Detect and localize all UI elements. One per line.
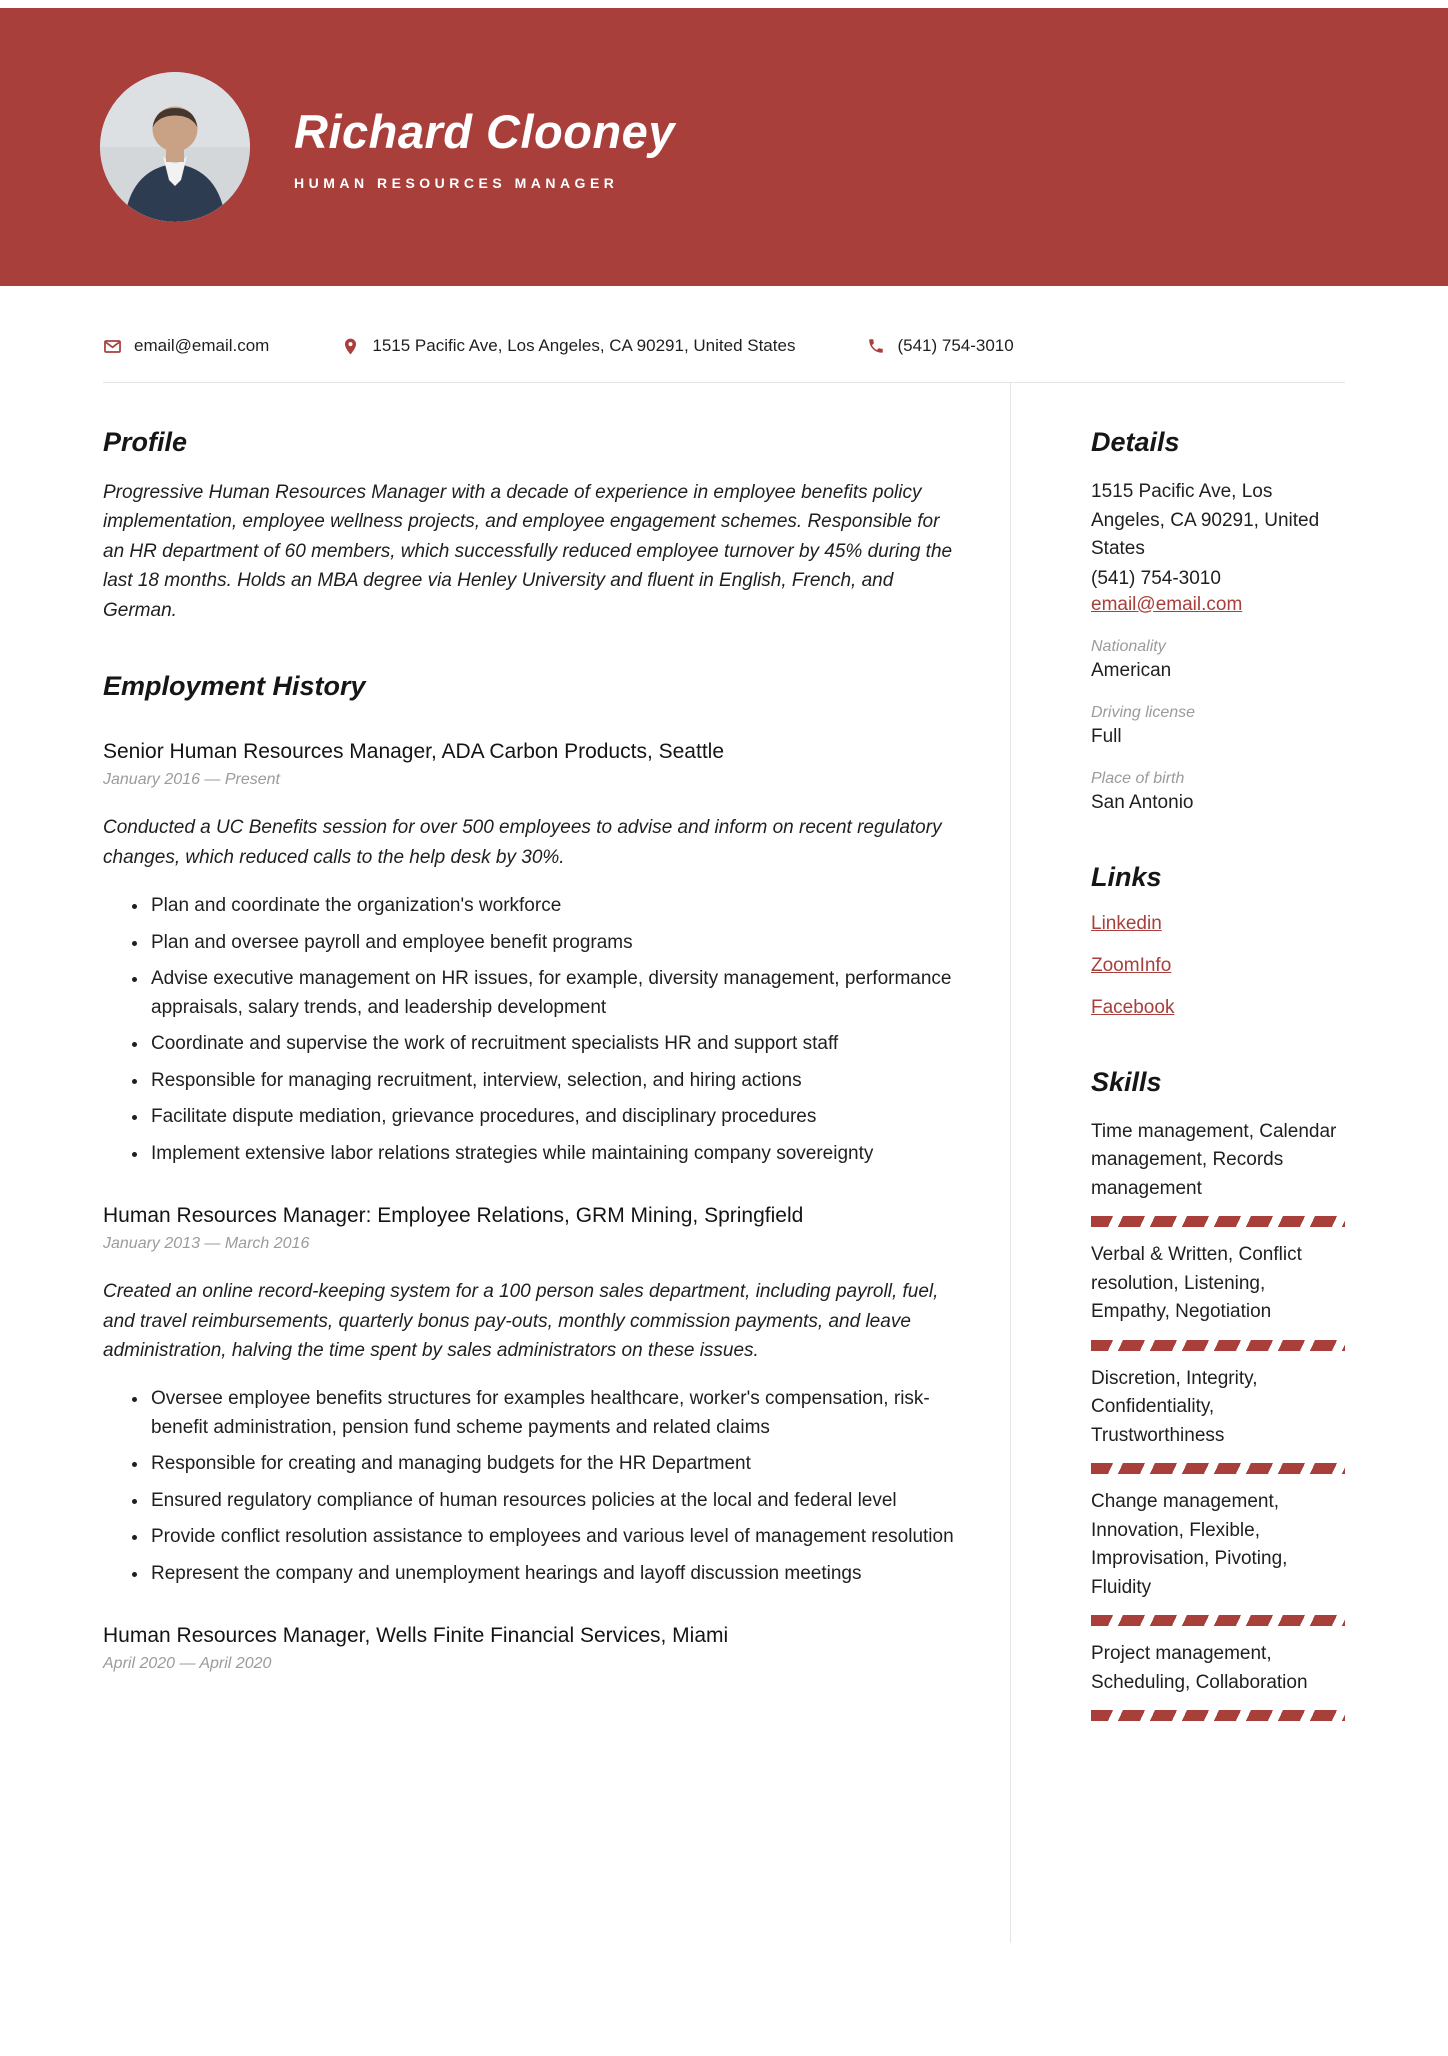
job-bullet: • Responsible for managing recruitment, interview, selection, and hiring actions bbox=[149, 1067, 955, 1096]
avatar bbox=[100, 72, 250, 222]
job-dates: April 2020 — April 2020 bbox=[103, 1655, 272, 1673]
place-of-birth-value: San Antonio bbox=[1091, 791, 1194, 813]
job-dates: January 2016 — Present bbox=[103, 771, 280, 789]
job-bullet: • Represent the company and unemployment hearings and layoff discussion meetings bbox=[149, 1560, 955, 1589]
job-bullet-list bbox=[103, 892, 955, 1168]
page-title: Richard Clooney bbox=[294, 104, 675, 158]
skill-label: Change management, Innovation, Flexible, Improvisation, Pivoting, Fluidity bbox=[1091, 1491, 1288, 1598]
links-heading: Links bbox=[1091, 861, 1162, 892]
place-of-birth-label: Place of birth bbox=[1091, 769, 1185, 787]
skill-label: Project management, Scheduling, Collaboration bbox=[1091, 1643, 1308, 1693]
nationality-label: Nationality bbox=[1091, 637, 1166, 655]
phone-icon bbox=[867, 337, 885, 355]
contact-phone bbox=[867, 336, 1013, 356]
skill-level-bar bbox=[1091, 1463, 1345, 1474]
content-columns bbox=[0, 383, 1448, 1943]
job-entry bbox=[103, 1624, 955, 1673]
job-bullet: • Facilitate dispute mediation, grievance procedures, and disciplinary procedures bbox=[149, 1103, 955, 1132]
skill-level-bar bbox=[1091, 1216, 1345, 1227]
skill-item bbox=[1091, 1241, 1345, 1351]
job-bullet: • Advise executive management on HR issues, for example, diversity management, performance appraisals, salary trends, and leadership development bbox=[149, 965, 955, 1022]
job-entry bbox=[103, 740, 955, 1168]
job-bullet: • Plan and oversee payroll and employee benefit programs bbox=[149, 929, 955, 958]
facebook-link[interactable]: Facebook bbox=[1091, 996, 1175, 1018]
profile-text: Progressive Human Resources Manager with a decade of experience in employee benefits policy implementation, employee wellness projects, and employee engagement schemes. Responsible for an HR department of 60 members, which successfully reduced employee turnover by 45% during the last 18 months. Holds an MBA degree via Henley University and fluent in English, French, and German. bbox=[103, 482, 953, 621]
header-banner bbox=[0, 8, 1448, 286]
location-pin-icon bbox=[341, 337, 360, 356]
job-bullet: • Oversee employee benefits structures for examples healthcare, worker's compensation, risk-benefit administration, pension fund scheme payments and related claims bbox=[149, 1385, 955, 1442]
job-entry bbox=[103, 1204, 955, 1588]
employment-heading: Employment History bbox=[103, 671, 366, 702]
skill-item bbox=[1091, 1365, 1345, 1475]
skill-item bbox=[1091, 1640, 1345, 1721]
skill-level-bar bbox=[1091, 1340, 1345, 1351]
resume-page bbox=[0, 8, 1448, 1943]
zoominfo-link[interactable]: ZoomInfo bbox=[1091, 954, 1172, 976]
job-bullet: • Provide conflict resolution assistance to employees and various level of management resolution bbox=[149, 1523, 955, 1552]
details-phone: (541) 754-3010 bbox=[1091, 567, 1221, 589]
details-address: 1515 Pacific Ave, Los Angeles, CA 90291, United States bbox=[1091, 481, 1320, 559]
job-title: Human Resources Manager: Employee Relations, GRM Mining, Springfield bbox=[103, 1204, 804, 1228]
contact-address bbox=[341, 336, 795, 356]
job-bullet-list bbox=[103, 1385, 955, 1588]
job-role-subtitle: HUMAN RESOURCES MANAGER bbox=[294, 174, 619, 191]
skill-level-bar bbox=[1091, 1710, 1345, 1721]
nationality-value: American bbox=[1091, 659, 1172, 681]
links-list bbox=[1091, 913, 1345, 1019]
avatar-photo bbox=[100, 72, 250, 222]
email-icon bbox=[103, 337, 122, 356]
job-title: Human Resources Manager, Wells Finite Financial Services, Miami bbox=[103, 1624, 729, 1648]
profile-heading: Profile bbox=[103, 427, 188, 457]
email-link[interactable]: email@email.com bbox=[1091, 593, 1243, 615]
main-column bbox=[103, 383, 955, 1943]
job-bullet: • Coordinate and supervise the work of recruitment specialists HR and support staff bbox=[149, 1030, 955, 1059]
contact-email bbox=[103, 336, 269, 356]
driving-license-value: Full bbox=[1091, 725, 1122, 747]
details-heading: Details bbox=[1091, 427, 1180, 457]
skill-label: Discretion, Integrity, Confidentiality, Trustworthiness bbox=[1091, 1367, 1258, 1446]
job-bullet: • Plan and coordinate the organization's workforce bbox=[149, 892, 955, 921]
contact-phone-text: (541) 754-3010 bbox=[897, 336, 1014, 355]
sidebar bbox=[1010, 383, 1345, 1943]
skill-item bbox=[1091, 1118, 1345, 1228]
job-summary: Created an online record-keeping system for a 100 person sales department, including payroll, fuel, and travel reimbursements, quarterly bonus pay-outs, monthly commission payments, and leave administration, halving the time spent by sales administrators on these issues. bbox=[103, 1281, 939, 1361]
skill-item bbox=[1091, 1488, 1345, 1626]
driving-license-label: Driving license bbox=[1091, 703, 1196, 721]
job-summary: Conducted a UC Benefits session for over 500 employees to advise and inform on recent regulatory changes, which reduced calls to the help desk by 30%. bbox=[103, 817, 942, 868]
contact-address-text: 1515 Pacific Ave, Los Angeles, CA 90291, United States bbox=[372, 336, 796, 355]
job-title: Senior Human Resources Manager, ADA Carbon Products, Seattle bbox=[103, 740, 724, 764]
skill-label: Time management, Calendar management, Records management bbox=[1091, 1120, 1337, 1199]
job-bullet: • Implement extensive labor relations strategies while maintaining company sovereignty bbox=[149, 1140, 955, 1169]
contact-bar bbox=[103, 336, 1345, 356]
job-bullet: • Responsible for creating and managing budgets for the HR Department bbox=[149, 1450, 955, 1479]
job-bullet: • Ensured regulatory compliance of human resources policies at the local and federal level bbox=[149, 1487, 955, 1516]
linkedin-link[interactable]: Linkedin bbox=[1091, 912, 1162, 934]
name-block bbox=[294, 104, 675, 191]
skills-heading: Skills bbox=[1091, 1066, 1162, 1097]
skill-label: Verbal & Written, Conflict resolution, Listening, Empathy, Negotiation bbox=[1091, 1244, 1302, 1322]
job-dates: January 2013 — March 2016 bbox=[103, 1235, 310, 1253]
skill-level-bar bbox=[1091, 1615, 1345, 1626]
contact-email-text: email@email.com bbox=[134, 336, 270, 355]
